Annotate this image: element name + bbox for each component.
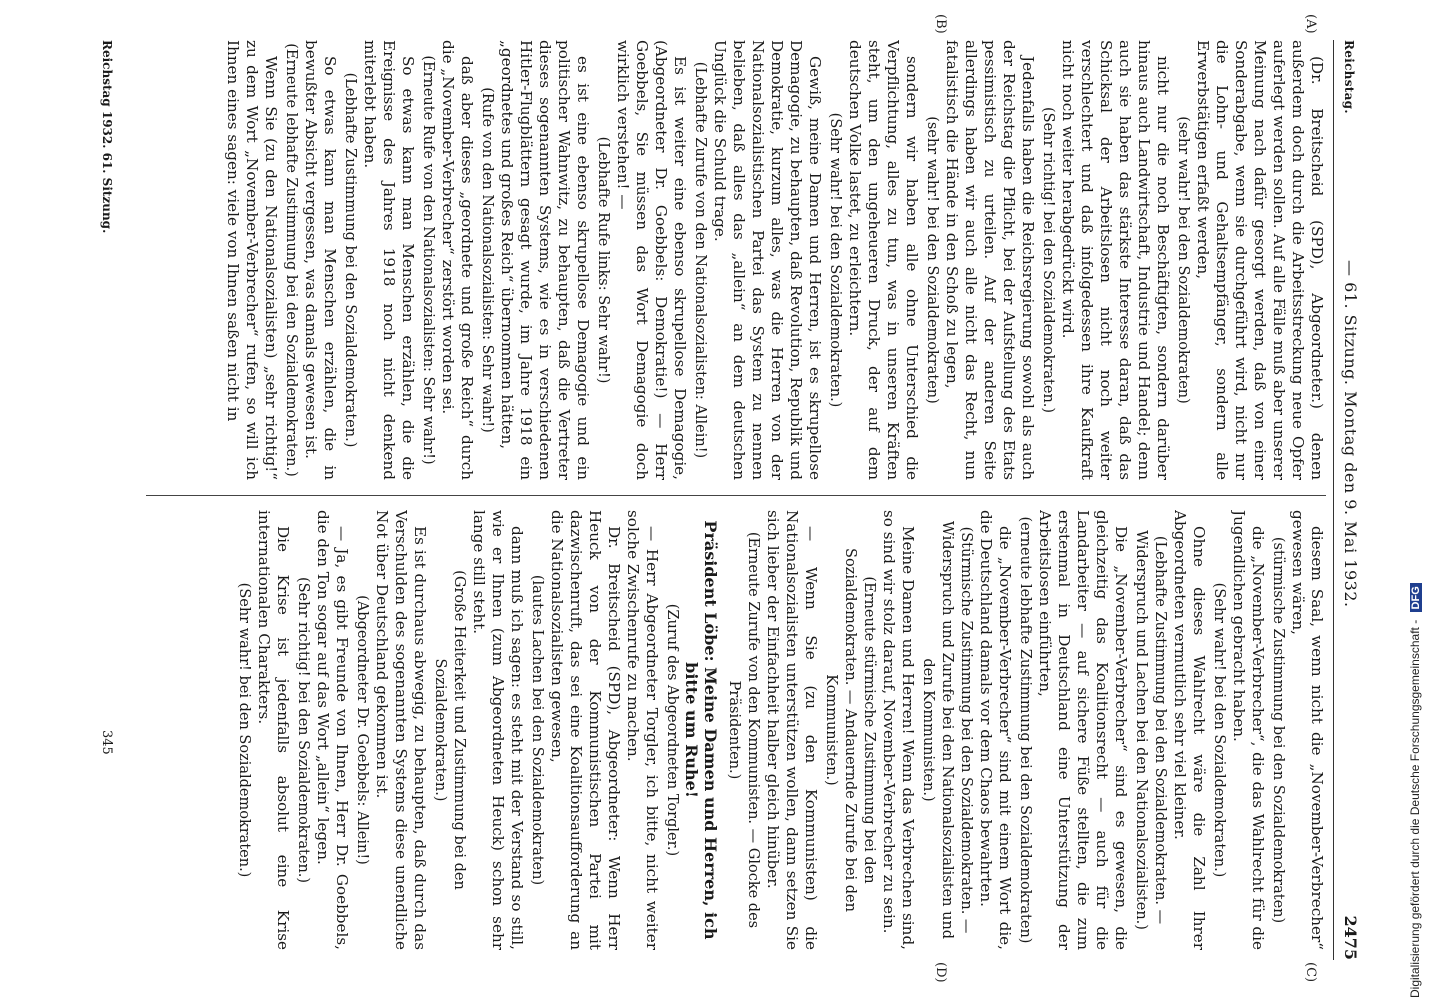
- paragraph: Gewiß, meine Damen und Herren, ist es skrupellose Demagogie, zu behaupten, daß Revolution, Republik und Demokratie, kurzum alles, was die Herren von der Nationalsozialistischen Partei das System zu nennen belieben, daß alles das „allein“ an dem deutschen Unglück die Schuld trage.: [711, 40, 824, 480]
- interjection: (stürmische Zustimmung bei den Sozialdemokraten): [1270, 536, 1286, 924]
- paragraph: nicht nur die noch Beschäftigten, sondern darüber hinaus auch Landwirtschaft, Industrie und Handel; denn auch sie haben das stärkste Interesse daran, daß das Schicksal der Arbeitslosen nicht noch weiter verschlechtert und daß infolgedessen ihre Kaufkraft nicht noch weiter herabgedrückt wird.: [1059, 40, 1172, 480]
- interjection: (erneute lebhafte Zustimmung bei den Sozialdemokraten): [1017, 516, 1033, 944]
- paragraph: es ist eine ebenso skrupellose Demagogie und ein politischer Wahnwitz, zu behaupten, daß die Vertreter dieses sogenannten Systems, wie es in verschiedenen Hitler-Flugblättern gesagt wurde, im Jahre 1918 ein „geordnetes und großes Reich“ übernommen hätten,: [498, 40, 592, 480]
- margin-mark-c: (C): [1303, 962, 1318, 983]
- interjection: (Lebhafte Zurufe von den Nationalsozialisten: Allein!): [692, 61, 708, 459]
- paragraph: daß aber dieses „geordnete und große Reich“ durch die „November-Verbrecher“ zerstört worden sei.: [439, 40, 476, 480]
- right-column: [136, 510, 1326, 950]
- interjection: (Erneute lebhafte Zustimmung bei den Sozialdemokraten.): [283, 43, 299, 477]
- paragraph: Die „November-Verbrecher“ sind es gewesen, die gleichzeitig das Koalitionsrecht — auch für die Landarbeiter — auf sichere Füße stellten, die zum erstenmal in Deutschland eine Unterstützung der Arbeitslosen einführten,: [1036, 510, 1130, 950]
- interjection: (Rufe von den Nationalsozialisten: Sehr wahr!): [479, 87, 495, 433]
- page-number: 2475: [1341, 915, 1360, 960]
- footer-page-number: 345: [99, 730, 114, 755]
- digitization-note: [1408, 0, 1424, 998]
- interjection: (Lebhafte Zustimmung bei den Sozialdemokraten.): [342, 72, 358, 448]
- interjection: (Abgeordneter Dr. Goebbels: Allein!): [354, 595, 370, 865]
- interjection: (Lebhafte Rufe links: Sehr wahr!): [595, 136, 611, 384]
- digitization-text: Digitalisierung gefördert durch die Deutsche Forschungsgemeinschaft -: [1408, 619, 1422, 998]
- paragraph: sondern wir haben alle ohne Unterschied die Verpflichtung, alles zu tun, was in unseren Kräften steht, um den ungeheueren Druck, der auf dem deutschen Volke lastet, zu erleichtern.: [846, 40, 921, 480]
- interjection: (Erneute Rufe von den Nationalsozialisten: Sehr wahr!): [420, 55, 436, 465]
- paragraph: Wenn Sie (zu den Nationalsozialisten) „sehr richtig!“ zu dem Wort „November-Verbrecher“ rufen, so will ich Ihnen eines sagen: viele von Ihnen saßen nicht in: [224, 40, 280, 480]
- interjection: (Sehr richtig! bei den Sozialdemokraten.): [295, 576, 311, 884]
- speaker-heading: Präsident Löbe: Meine Damen und Herren, ich bitte um Ruhe!: [682, 520, 720, 940]
- interjection: (Stürmische Zustimmung bei den Sozialdemokraten. — Widerspruch und Zurufe bei den Nationalsozialisten und den Kommunisten.): [920, 520, 974, 940]
- header-left: Reichstag.: [1342, 40, 1356, 114]
- interjection: (sehr wahr! bei den Sozialdemokraten): [924, 116, 940, 404]
- interjection: (Große Heiterkeit und Zustimmung bei den Sozialdemokraten.): [432, 570, 467, 890]
- paragraph: diesem Saal, wenn nicht die „November-Verbrecher“ gewesen wären,: [1289, 510, 1326, 950]
- paragraph: Ohne dieses Wahlrecht wäre die Zahl Ihrer Abgeordneten vermutlich sehr viel kleiner.: [1171, 510, 1208, 950]
- header-center: — 61. Sitzung. Montag den 9. Mai 1932.: [1341, 260, 1360, 608]
- paragraph: So etwas kann man Menschen erzählen, die die Ereignisse des Jahres 1918 noch nicht denkend miterlebt haben.: [361, 40, 417, 480]
- paragraph: — Ja, es gibt Freunde von Ihnen, Herr Dr. Goebbels, die den Ton sogar auf das Wort „allein“ legen.: [314, 510, 351, 950]
- paragraph: (Dr. Breitscheid (SPD), Abgeordneter.) denen außerdem doch durch die Arbeitsstreckung neue Opfer auferlegt werden sollen. Auf alle Fälle muß aber unserer Meinung nach dafür gesorgt werden, daß von einer Sonderabgabe, wenn sie durchgeführt wird, nicht nur die Lohn- und Gehaltsempfänger, sondern alle Erwerbstätigen erfaßt werden,: [1194, 40, 1326, 480]
- paragraph: Die Krise ist jedenfalls absolut eine Krise internationalen Charakters.: [255, 510, 292, 950]
- interjection: (Sehr wahr! bei den Sozialdemokraten.): [827, 112, 843, 408]
- dfg-logo: DFG: [1410, 583, 1422, 612]
- paragraph: — Herr Abgeordneter Torgler, ich bitte, nicht weiter solche Zwischenrufe zu machen.: [624, 510, 661, 950]
- column-divider: [146, 495, 1326, 496]
- paragraph: die „November-Verbrecher“ sind mit einem Wort die, die Deutschland damals vor dem Chaos bewahrten.: [977, 510, 1014, 950]
- margin-mark-d: (D): [933, 962, 948, 983]
- paragraph: die „November-Verbrecher“, die das Wahlrecht für die Jugendlichen gebracht haben.: [1230, 510, 1267, 950]
- margin-mark-b: (B): [933, 14, 948, 34]
- page-header: [1334, 40, 1360, 960]
- paragraph: Dr. Breitscheid (SPD), Abgeordneter: Wenn Herr Heuck von der Kommunistischen Partei mit dazwischenruft, das sei eine Koalitionsaufforderung an die Nationalsozialisten gewesen,: [548, 510, 623, 950]
- interjection: (Sehr richtig! bei den Sozialdemokraten.): [1040, 106, 1056, 414]
- interjection: (Erneute stürmische Zustimmung bei den Sozialdemokraten. — Andauernde Zurufe bei den Kommunisten.): [823, 548, 877, 912]
- paragraph: Es ist durchaus abwegig, zu behaupten, daß durch das Verschulden des sogenannten Systems diese unendliche Not über Deutschland gekommen ist.: [373, 510, 429, 950]
- footer-left: Reichstag 1932. 61. Sitzung.: [100, 40, 114, 234]
- paragraph: Meine Damen und Herren! Wenn das Verbrechen sind, so sind wir stolz darauf, November-Verbrecher zu sein.: [880, 510, 917, 950]
- interjection: (Sehr wahr! bei den Sozialdemokraten.): [1211, 582, 1227, 878]
- paragraph: — Wenn Sie (zu den Kommunisten) die Nationalsozialisten unterstützen wollen, dann setzen Sie sich lieber der Einfachheit halber gleich hinüber.: [764, 510, 820, 950]
- paragraph: dann muß ich sagen: es steht mit der Verstand so still, wie er Ihnen (zum Abgeordneten Heuck) schon sehr lange still steht.: [470, 510, 526, 950]
- interjection: (Sehr wahr! bei den Sozialdemokraten.): [236, 582, 252, 878]
- interjection: (Lebhafte Zustimmung bei den Sozialdemokraten. — Widerspruch und Lachen bei den Nationalsozialisten.): [1133, 530, 1168, 930]
- interjection: (lautes Lachen bei den Sozialdemokraten): [529, 574, 545, 886]
- interjection: (Zuruf des Abgeordneten Torgler.): [664, 603, 680, 857]
- margin-mark-a: (A): [1303, 14, 1318, 34]
- interjection: (Erneute Zurufe von den Kommunisten. — Glocke des Präsidenten.): [726, 531, 761, 929]
- left-column: [136, 40, 1326, 480]
- paragraph: Es ist weiter eine ebenso skrupellose Demagogie, (Abgeordneter Dr. Goebbels: Demokratie!) — Herr Goebbels, Sie müssen das Wort Demagogie doch wirklich verstehen! —: [614, 40, 689, 480]
- paragraph: So etwas kann man Menschen erzählen, die in bewußter Absicht vergessen, was damals gewesen ist.: [302, 40, 339, 480]
- page-footer: [92, 40, 116, 960]
- document-page: [90, 14, 1360, 983]
- interjection: (sehr wahr! bei den Sozialdemokraten): [1175, 116, 1191, 404]
- paragraph: Jedenfalls haben die Reichsregierung sowohl als auch der Reichstag die Pflicht, bei der Aufstellung des Etats pessimistisch zu urteilen. Auf der anderen Seite allerdings haben wir auch alle nicht das Recht, nun fatalistisch die Hände in den Schoß zu legen,: [943, 40, 1037, 480]
- header-rule: [1333, 40, 1334, 960]
